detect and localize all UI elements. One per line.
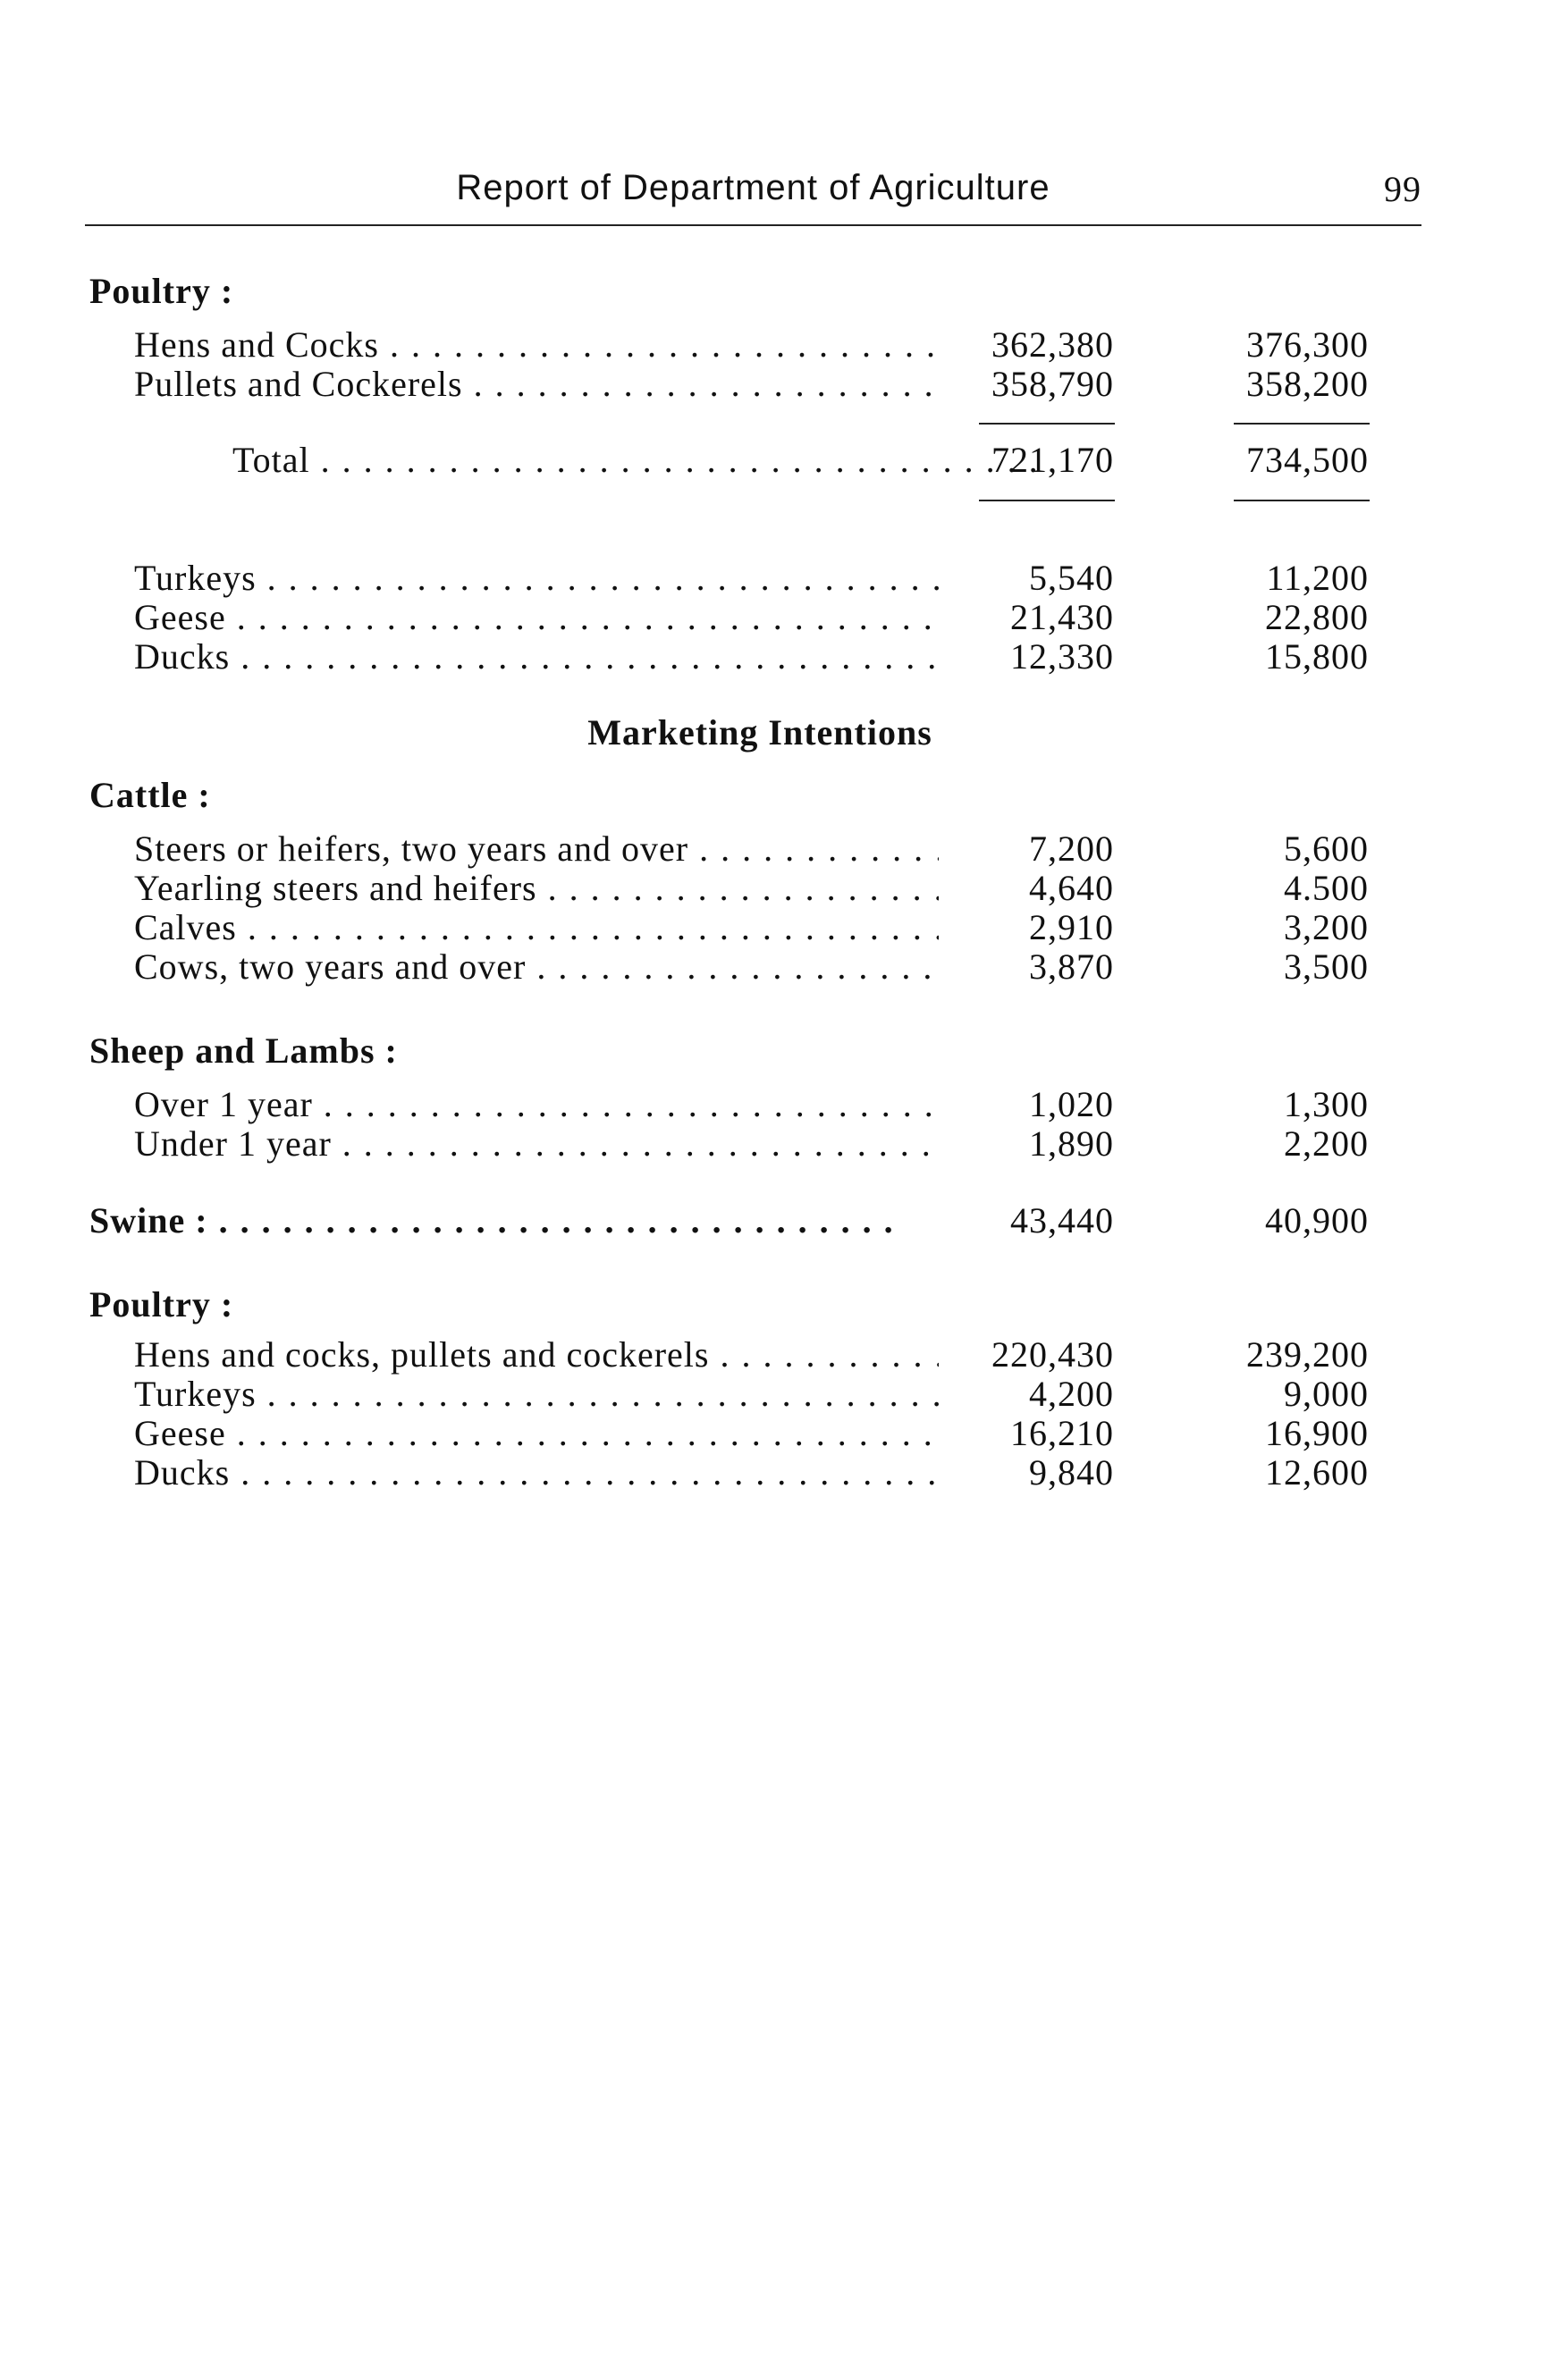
value-col1: 358,790 xyxy=(991,364,1114,404)
table-row xyxy=(0,1124,1552,1164)
value-col2: 1,300 xyxy=(1284,1084,1369,1124)
value-col1: 220,430 xyxy=(991,1334,1114,1375)
section-heading-poultry: Poultry : xyxy=(89,271,234,311)
value-col1: 3,870 xyxy=(1029,946,1114,987)
table-row xyxy=(0,325,1552,365)
table-row xyxy=(0,598,1552,637)
table-row xyxy=(0,908,1552,947)
value-col1: 12,330 xyxy=(1010,636,1114,677)
value-col2: 3,500 xyxy=(1284,946,1369,987)
value-col1: 21,430 xyxy=(1010,597,1114,637)
value-col1: 721,170 xyxy=(991,440,1114,480)
value-col2: 11,200 xyxy=(1266,558,1369,598)
swine-row xyxy=(0,1201,1552,1240)
row-label: Ducks . . . xyxy=(134,637,939,677)
value-col2: 358,200 xyxy=(1246,364,1369,404)
page-number: 99 xyxy=(1384,169,1421,209)
value-col2: 12,600 xyxy=(1265,1452,1369,1493)
value-col2: 4.500 xyxy=(1284,868,1369,908)
header-rule xyxy=(85,224,1421,226)
table-row xyxy=(0,1453,1552,1493)
row-label: Under 1 year . . . xyxy=(134,1124,939,1164)
value-col2: 40,900 xyxy=(1265,1200,1369,1240)
total-label: Total . . . xyxy=(232,441,1037,480)
row-label: Turkeys . . . xyxy=(134,1375,939,1414)
table-row xyxy=(0,637,1552,677)
section-heading-sheep-and-lambs: Sheep and Lambs : xyxy=(89,1030,398,1071)
table-row xyxy=(0,1085,1552,1124)
value-col2: 734,500 xyxy=(1246,440,1369,480)
row-label: Cows, two years and over . . . xyxy=(134,947,939,987)
row-label: Turkeys . . . xyxy=(134,559,939,598)
table-row xyxy=(0,1335,1552,1375)
table-row xyxy=(0,365,1552,404)
value-col1: 4,640 xyxy=(1029,868,1114,908)
value-col2: 16,900 xyxy=(1265,1413,1369,1453)
row-label: Swine : . . . xyxy=(89,1201,894,1240)
row-label: Pullets and Cockerels . . . xyxy=(134,365,939,404)
section-heading-cattle: Cattle : xyxy=(89,775,211,815)
value-col1: 362,380 xyxy=(991,324,1114,365)
value-col1: 4,200 xyxy=(1029,1374,1114,1414)
value-col1: 16,210 xyxy=(1010,1413,1114,1453)
value-col2: 9,000 xyxy=(1284,1374,1369,1414)
row-label: Calves . . . xyxy=(134,908,939,947)
total-rule xyxy=(979,500,1115,501)
row-label: Geese . . . xyxy=(134,1414,939,1453)
value-col1: 7,200 xyxy=(1029,828,1114,869)
value-col1: 1,020 xyxy=(1029,1084,1114,1124)
row-label: Hens and Cocks . . . xyxy=(134,325,939,365)
table-row xyxy=(0,1375,1552,1414)
row-label: Ducks . . . xyxy=(134,1453,939,1493)
subtotal-rule xyxy=(1234,423,1370,425)
section-heading-poultry-marketing: Poultry : xyxy=(89,1284,234,1325)
row-label: Geese . . . xyxy=(134,598,939,637)
header-title: Report of Department of Agriculture xyxy=(456,168,1050,207)
table-row xyxy=(0,947,1552,987)
value-col1: 1,890 xyxy=(1029,1123,1114,1164)
value-col2: 5,600 xyxy=(1284,828,1369,869)
total-row xyxy=(0,441,1552,480)
row-label: Over 1 year . . . xyxy=(134,1085,939,1124)
total-rule xyxy=(1234,500,1370,501)
value-col1: 9,840 xyxy=(1029,1452,1114,1493)
table-row xyxy=(0,1414,1552,1453)
value-col1: 43,440 xyxy=(1010,1200,1114,1240)
value-col2: 376,300 xyxy=(1246,324,1369,365)
subtotal-rule xyxy=(979,423,1115,425)
value-col1: 5,540 xyxy=(1029,558,1114,598)
table-row xyxy=(0,559,1552,598)
row-label: Hens and cocks, pullets and cockerels . . . xyxy=(134,1335,939,1375)
row-label: Yearling steers and heifers . . . xyxy=(134,869,939,908)
value-col2: 2,200 xyxy=(1284,1123,1369,1164)
value-col1: 2,910 xyxy=(1029,907,1114,947)
table-row xyxy=(0,869,1552,908)
value-col2: 22,800 xyxy=(1265,597,1369,637)
table-row xyxy=(0,829,1552,869)
value-col2: 15,800 xyxy=(1265,636,1369,677)
section-heading-marketing-intentions: Marketing Intentions xyxy=(587,712,932,753)
value-col2: 239,200 xyxy=(1246,1334,1369,1375)
row-label: Steers or heifers, two years and over . . . xyxy=(134,829,939,869)
value-col2: 3,200 xyxy=(1284,907,1369,947)
running-header xyxy=(85,168,1421,214)
